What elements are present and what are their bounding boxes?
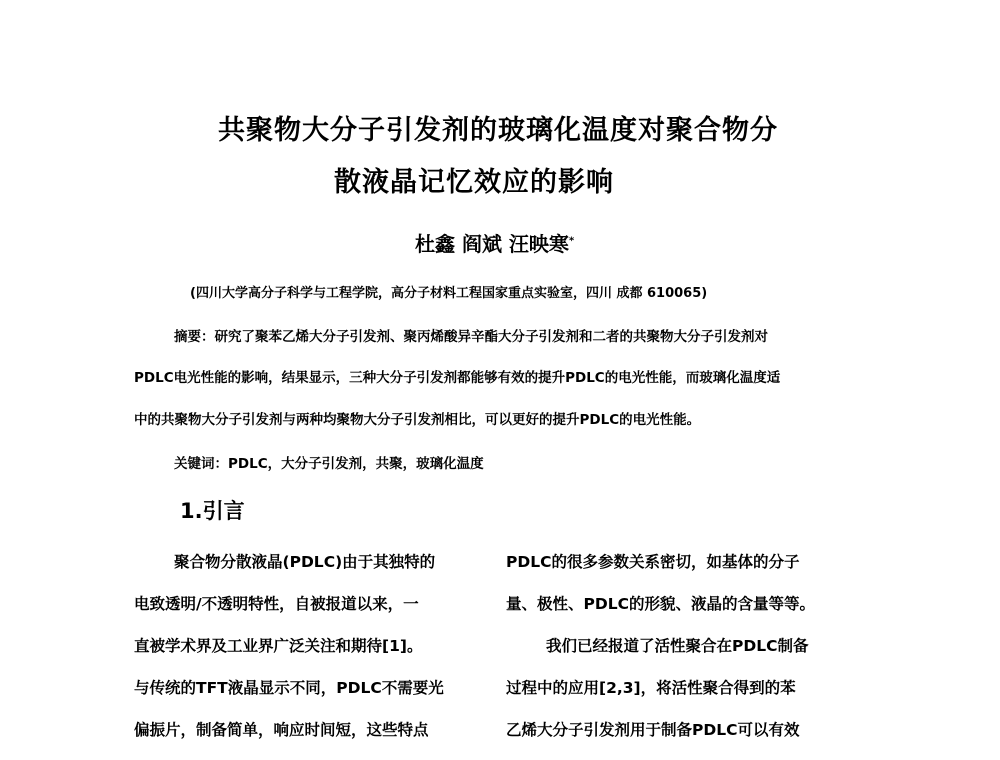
title-line-1: 共聚物大分子引发剂的玻璃化温度对聚合物分 [218, 115, 778, 146]
keywords [174, 452, 484, 472]
abstract-label: 摘要： [174, 329, 215, 345]
right-column-line: 量、极性、PDLC的形貌、液晶的含量等等。 [506, 595, 815, 613]
affiliation: (四川大学高分子科学与工程学院，高分子材料工程国家重点实验室，四川 成都 610065) [190, 286, 708, 301]
left-column-line: 直被学术界及工业界广泛关注和期待[1]。 [134, 637, 423, 655]
right-column-line: 我们已经报道了活性聚合在PDLC制备 [546, 637, 809, 655]
author-names: 杜鑫 阎斌 汪映寒 [415, 232, 569, 256]
left-column-line: 聚合物分散液晶(PDLC)由于其独特的 [174, 553, 436, 571]
abstract-line-3: 中的共聚物大分子引发剂与两种均聚物大分子引发剂相比，可以更好的提升PDLC的电光性能。 [134, 412, 701, 428]
keywords-text: PDLC，大分子引发剂，共聚，玻璃化温度 [228, 456, 484, 472]
left-column-line: 偏振片，制备简单，响应时间短，这些特点 [134, 721, 429, 739]
right-column-line: 乙烯大分子引发剂用于制备PDLC可以有效 [506, 721, 800, 739]
left-column-line: 与传统的TFT液晶显示不同，PDLC不需要光 [134, 679, 444, 697]
corresponding-author-mark: * [568, 235, 575, 247]
title-line-2: 散液晶记忆效应的影响 [334, 167, 614, 198]
left-column-line: 电致透明/不透明特性，自被报道以来，一 [134, 595, 419, 613]
abstract-line-1 [174, 325, 768, 345]
right-column-line: 过程中的应用[2,3]，将活性聚合得到的苯 [506, 679, 796, 697]
authors [415, 228, 574, 257]
right-column-line: PDLC的很多参数关系密切，如基体的分子 [506, 553, 800, 571]
section-heading: 1.引言 [180, 499, 245, 523]
abstract-line-2: PDLC电光性能的影响，结果显示，三种大分子引发剂都能够有效的提升PDLC的电光性能，而玻璃化温度适 [134, 370, 781, 386]
keywords-label: 关键词： [174, 456, 228, 472]
abstract-text-1: 研究了聚苯乙烯大分子引发剂、聚丙烯酸异辛酯大分子引发剂和二者的共聚物大分子引发剂对 [214, 329, 768, 345]
